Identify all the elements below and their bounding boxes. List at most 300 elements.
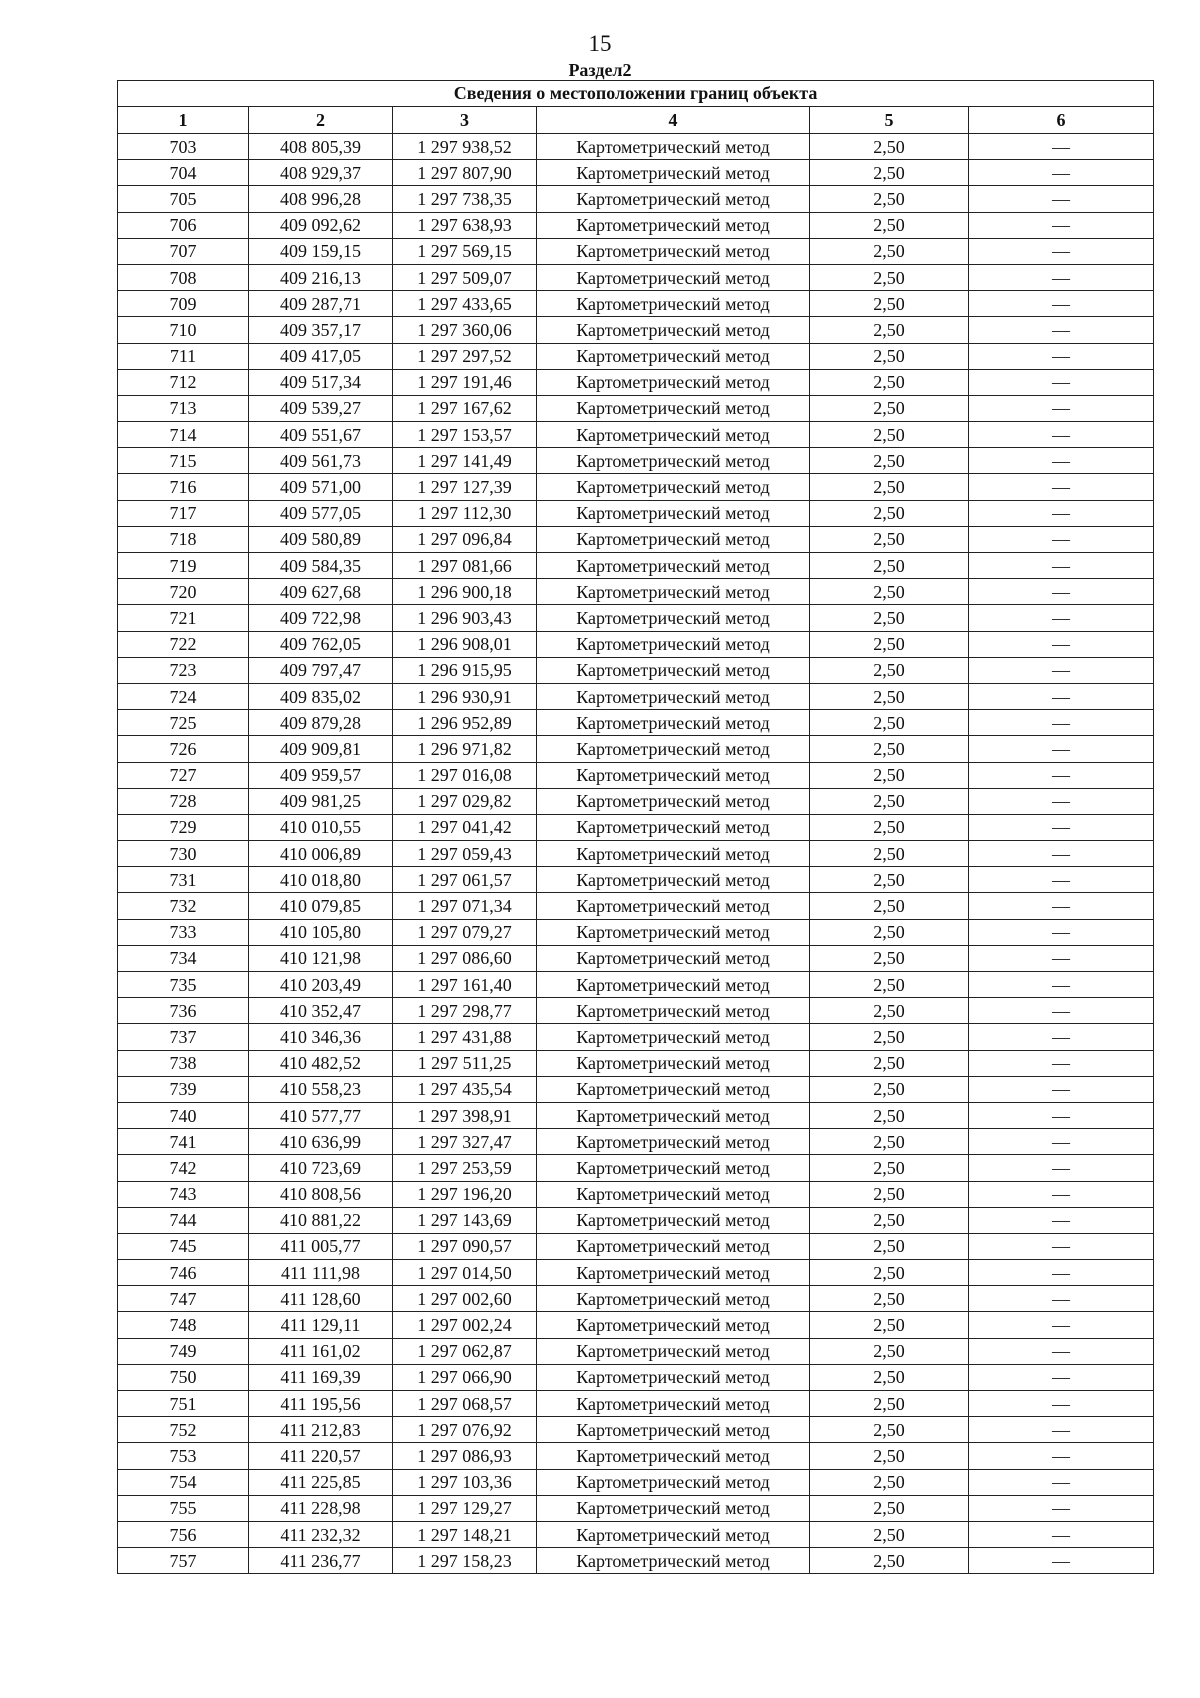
description-cell: — (969, 788, 1154, 814)
method-cell: Картометрический метод (537, 867, 810, 893)
method-cell: Картометрический метод (537, 1050, 810, 1076)
table-row (118, 1495, 1154, 1521)
table-row (118, 657, 1154, 683)
accuracy-cell: 2,50 (810, 553, 969, 579)
table-row (118, 1102, 1154, 1128)
table-row (118, 1076, 1154, 1102)
accuracy-cell: 2,50 (810, 919, 969, 945)
table-row (118, 317, 1154, 343)
point-number-cell: 722 (118, 631, 249, 657)
description-cell: — (969, 631, 1154, 657)
description-cell: — (969, 526, 1154, 552)
point-number-cell: 754 (118, 1469, 249, 1495)
point-number-cell: 705 (118, 186, 249, 212)
description-cell: — (969, 710, 1154, 736)
x-coordinate-cell: 409 159,15 (249, 238, 393, 264)
point-number-cell: 720 (118, 579, 249, 605)
y-coordinate-cell: 1 297 161,40 (393, 972, 537, 998)
accuracy-cell: 2,50 (810, 1338, 969, 1364)
point-number-cell: 753 (118, 1443, 249, 1469)
y-coordinate-cell: 1 297 167,62 (393, 395, 537, 421)
y-coordinate-cell: 1 297 148,21 (393, 1521, 537, 1547)
y-coordinate-cell: 1 297 569,15 (393, 238, 537, 264)
y-coordinate-cell: 1 296 971,82 (393, 736, 537, 762)
point-number-cell: 743 (118, 1181, 249, 1207)
point-number-cell: 732 (118, 893, 249, 919)
table-row (118, 212, 1154, 238)
x-coordinate-cell: 411 236,77 (249, 1548, 393, 1574)
description-cell: — (969, 500, 1154, 526)
description-cell: — (969, 160, 1154, 186)
table-row (118, 605, 1154, 631)
y-coordinate-cell: 1 297 327,47 (393, 1129, 537, 1155)
y-coordinate-cell: 1 297 433,65 (393, 291, 537, 317)
description-cell: — (969, 1391, 1154, 1417)
x-coordinate-cell: 411 195,56 (249, 1391, 393, 1417)
description-cell: — (969, 814, 1154, 840)
description-cell: — (969, 1233, 1154, 1259)
accuracy-cell: 2,50 (810, 1521, 969, 1547)
table-caption: Сведения о местоположении границ объекта (118, 81, 1154, 107)
y-coordinate-cell: 1 297 086,93 (393, 1443, 537, 1469)
method-cell: Картометрический метод (537, 710, 810, 736)
accuracy-cell: 2,50 (810, 474, 969, 500)
table-row (118, 1548, 1154, 1574)
point-number-cell: 731 (118, 867, 249, 893)
point-number-cell: 749 (118, 1338, 249, 1364)
x-coordinate-cell: 411 169,39 (249, 1364, 393, 1390)
accuracy-cell: 2,50 (810, 631, 969, 657)
table-row (118, 343, 1154, 369)
point-number-cell: 704 (118, 160, 249, 186)
table-row (118, 1312, 1154, 1338)
point-number-cell: 735 (118, 972, 249, 998)
accuracy-cell: 2,50 (810, 212, 969, 238)
table-row (118, 1286, 1154, 1312)
x-coordinate-cell: 409 577,05 (249, 500, 393, 526)
y-coordinate-cell: 1 297 112,30 (393, 500, 537, 526)
table-body (118, 134, 1154, 1574)
y-coordinate-cell: 1 297 143,69 (393, 1207, 537, 1233)
description-cell: — (969, 1286, 1154, 1312)
point-number-cell: 710 (118, 317, 249, 343)
description-cell: — (969, 1521, 1154, 1547)
point-number-cell: 757 (118, 1548, 249, 1574)
description-cell: — (969, 919, 1154, 945)
method-cell: Картометрический метод (537, 1417, 810, 1443)
description-cell: — (969, 395, 1154, 421)
table-row (118, 238, 1154, 264)
description-cell: — (969, 657, 1154, 683)
y-coordinate-cell: 1 297 086,60 (393, 945, 537, 971)
x-coordinate-cell: 410 352,47 (249, 998, 393, 1024)
description-cell: — (969, 238, 1154, 264)
accuracy-cell: 2,50 (810, 1129, 969, 1155)
description-cell: — (969, 212, 1154, 238)
y-coordinate-cell: 1 296 908,01 (393, 631, 537, 657)
y-coordinate-cell: 1 296 952,89 (393, 710, 537, 736)
y-coordinate-cell: 1 297 059,43 (393, 841, 537, 867)
description-cell: — (969, 1312, 1154, 1338)
point-number-cell: 741 (118, 1129, 249, 1155)
table-row (118, 788, 1154, 814)
table-row (118, 369, 1154, 395)
accuracy-cell: 2,50 (810, 264, 969, 290)
x-coordinate-cell: 409 287,71 (249, 291, 393, 317)
description-cell: — (969, 1102, 1154, 1128)
point-number-cell: 727 (118, 762, 249, 788)
accuracy-cell: 2,50 (810, 1391, 969, 1417)
accuracy-cell: 2,50 (810, 238, 969, 264)
x-coordinate-cell: 409 580,89 (249, 526, 393, 552)
y-coordinate-cell: 1 297 062,87 (393, 1338, 537, 1364)
description-cell: — (969, 1495, 1154, 1521)
method-cell: Картометрический метод (537, 1286, 810, 1312)
table-row (118, 998, 1154, 1024)
description-cell: — (969, 317, 1154, 343)
point-number-cell: 717 (118, 500, 249, 526)
accuracy-cell: 2,50 (810, 1495, 969, 1521)
point-number-cell: 726 (118, 736, 249, 762)
y-coordinate-cell: 1 297 041,42 (393, 814, 537, 840)
method-cell: Картометрический метод (537, 1312, 810, 1338)
y-coordinate-cell: 1 296 903,43 (393, 605, 537, 631)
y-coordinate-cell: 1 296 930,91 (393, 683, 537, 709)
description-cell: — (969, 1260, 1154, 1286)
description-cell: — (969, 579, 1154, 605)
table-row (118, 1469, 1154, 1495)
method-cell: Картометрический метод (537, 134, 810, 160)
method-cell: Картометрический метод (537, 1129, 810, 1155)
table-row (118, 553, 1154, 579)
table-row (118, 264, 1154, 290)
method-cell: Картометрический метод (537, 814, 810, 840)
point-number-cell: 716 (118, 474, 249, 500)
x-coordinate-cell: 410 010,55 (249, 814, 393, 840)
description-cell: — (969, 683, 1154, 709)
x-coordinate-cell: 411 232,32 (249, 1521, 393, 1547)
accuracy-cell: 2,50 (810, 1364, 969, 1390)
table-row (118, 526, 1154, 552)
accuracy-cell: 2,50 (810, 291, 969, 317)
accuracy-cell: 2,50 (810, 526, 969, 552)
y-coordinate-cell: 1 297 127,39 (393, 474, 537, 500)
x-coordinate-cell: 408 929,37 (249, 160, 393, 186)
accuracy-cell: 2,50 (810, 1286, 969, 1312)
method-cell: Картометрический метод (537, 579, 810, 605)
y-coordinate-cell: 1 297 297,52 (393, 343, 537, 369)
method-cell: Картометрический метод (537, 1207, 810, 1233)
method-cell: Картометрический метод (537, 264, 810, 290)
y-coordinate-cell: 1 297 938,52 (393, 134, 537, 160)
description-cell: — (969, 1024, 1154, 1050)
method-cell: Картометрический метод (537, 1495, 810, 1521)
description-cell: — (969, 998, 1154, 1024)
x-coordinate-cell: 409 627,68 (249, 579, 393, 605)
x-coordinate-cell: 410 203,49 (249, 972, 393, 998)
x-coordinate-cell: 410 346,36 (249, 1024, 393, 1050)
description-cell: — (969, 474, 1154, 500)
y-coordinate-cell: 1 297 129,27 (393, 1495, 537, 1521)
y-coordinate-cell: 1 297 002,60 (393, 1286, 537, 1312)
method-cell: Картометрический метод (537, 893, 810, 919)
method-cell: Картометрический метод (537, 605, 810, 631)
method-cell: Картометрический метод (537, 160, 810, 186)
table-row (118, 736, 1154, 762)
x-coordinate-cell: 409 216,13 (249, 264, 393, 290)
table-row (118, 579, 1154, 605)
method-cell: Картометрический метод (537, 919, 810, 945)
y-coordinate-cell: 1 297 066,90 (393, 1364, 537, 1390)
boundary-coordinates-table (117, 80, 1154, 1574)
table-row (118, 710, 1154, 736)
point-number-cell: 708 (118, 264, 249, 290)
method-cell: Картометрический метод (537, 841, 810, 867)
accuracy-cell: 2,50 (810, 1155, 969, 1181)
accuracy-cell: 2,50 (810, 1050, 969, 1076)
accuracy-cell: 2,50 (810, 448, 969, 474)
y-coordinate-cell: 1 297 079,27 (393, 919, 537, 945)
y-coordinate-cell: 1 297 196,20 (393, 1181, 537, 1207)
x-coordinate-cell: 409 835,02 (249, 683, 393, 709)
x-coordinate-cell: 409 722,98 (249, 605, 393, 631)
y-coordinate-cell: 1 297 076,92 (393, 1417, 537, 1443)
x-coordinate-cell: 411 212,83 (249, 1417, 393, 1443)
y-coordinate-cell: 1 297 360,06 (393, 317, 537, 343)
table-row (118, 1024, 1154, 1050)
method-cell: Картометрический метод (537, 762, 810, 788)
accuracy-cell: 2,50 (810, 1417, 969, 1443)
table-row (118, 500, 1154, 526)
method-cell: Картометрический метод (537, 1521, 810, 1547)
accuracy-cell: 2,50 (810, 1233, 969, 1259)
y-coordinate-cell: 1 297 435,54 (393, 1076, 537, 1102)
x-coordinate-cell: 409 959,57 (249, 762, 393, 788)
point-number-cell: 723 (118, 657, 249, 683)
accuracy-cell: 2,50 (810, 1024, 969, 1050)
x-coordinate-cell: 409 797,47 (249, 657, 393, 683)
x-coordinate-cell: 409 417,05 (249, 343, 393, 369)
table-row (118, 1050, 1154, 1076)
table-row (118, 1129, 1154, 1155)
description-cell: — (969, 1417, 1154, 1443)
y-coordinate-cell: 1 297 016,08 (393, 762, 537, 788)
point-number-cell: 724 (118, 683, 249, 709)
y-coordinate-cell: 1 297 061,57 (393, 867, 537, 893)
accuracy-cell: 2,50 (810, 605, 969, 631)
description-cell: — (969, 1076, 1154, 1102)
method-cell: Картометрический метод (537, 1338, 810, 1364)
description-cell: — (969, 1548, 1154, 1574)
x-coordinate-cell: 410 558,23 (249, 1076, 393, 1102)
x-coordinate-cell: 409 879,28 (249, 710, 393, 736)
method-cell: Картометрический метод (537, 448, 810, 474)
description-cell: — (969, 422, 1154, 448)
accuracy-cell: 2,50 (810, 762, 969, 788)
accuracy-cell: 2,50 (810, 186, 969, 212)
table-row (118, 972, 1154, 998)
description-cell: — (969, 186, 1154, 212)
table-row (118, 448, 1154, 474)
x-coordinate-cell: 411 111,98 (249, 1260, 393, 1286)
description-cell: — (969, 605, 1154, 631)
point-number-cell: 751 (118, 1391, 249, 1417)
y-coordinate-cell: 1 297 298,77 (393, 998, 537, 1024)
point-number-cell: 737 (118, 1024, 249, 1050)
point-number-cell: 706 (118, 212, 249, 238)
accuracy-cell: 2,50 (810, 1312, 969, 1338)
x-coordinate-cell: 408 996,28 (249, 186, 393, 212)
point-number-cell: 719 (118, 553, 249, 579)
description-cell: — (969, 369, 1154, 395)
table-row (118, 1233, 1154, 1259)
y-coordinate-cell: 1 297 081,66 (393, 553, 537, 579)
x-coordinate-cell: 409 762,05 (249, 631, 393, 657)
method-cell: Картометрический метод (537, 526, 810, 552)
accuracy-cell: 2,50 (810, 422, 969, 448)
x-coordinate-cell: 410 482,52 (249, 1050, 393, 1076)
point-number-cell: 742 (118, 1155, 249, 1181)
description-cell: — (969, 343, 1154, 369)
point-number-cell: 718 (118, 526, 249, 552)
y-coordinate-cell: 1 297 014,50 (393, 1260, 537, 1286)
x-coordinate-cell: 410 006,89 (249, 841, 393, 867)
table-row (118, 474, 1154, 500)
page-number: 15 (588, 31, 612, 56)
description-cell: — (969, 1364, 1154, 1390)
method-cell: Картометрический метод (537, 369, 810, 395)
point-number-cell: 721 (118, 605, 249, 631)
description-cell: — (969, 448, 1154, 474)
accuracy-cell: 2,50 (810, 683, 969, 709)
column-header: 1 (118, 107, 249, 134)
table-row (118, 1155, 1154, 1181)
accuracy-cell: 2,50 (810, 1207, 969, 1233)
table-row (118, 683, 1154, 709)
method-cell: Картометрический метод (537, 683, 810, 709)
y-coordinate-cell: 1 297 090,57 (393, 1233, 537, 1259)
point-number-cell: 703 (118, 134, 249, 160)
y-coordinate-cell: 1 297 153,57 (393, 422, 537, 448)
x-coordinate-cell: 409 571,00 (249, 474, 393, 500)
point-number-cell: 756 (118, 1521, 249, 1547)
description-cell: — (969, 841, 1154, 867)
x-coordinate-cell: 409 539,27 (249, 395, 393, 421)
accuracy-cell: 2,50 (810, 867, 969, 893)
x-coordinate-cell: 411 005,77 (249, 1233, 393, 1259)
method-cell: Картометрический метод (537, 500, 810, 526)
y-coordinate-cell: 1 297 431,88 (393, 1024, 537, 1050)
accuracy-cell: 2,50 (810, 945, 969, 971)
table-row (118, 1338, 1154, 1364)
accuracy-cell: 2,50 (810, 579, 969, 605)
table-row (118, 395, 1154, 421)
method-cell: Картометрический метод (537, 212, 810, 238)
x-coordinate-cell: 410 018,80 (249, 867, 393, 893)
method-cell: Картометрический метод (537, 291, 810, 317)
point-number-cell: 707 (118, 238, 249, 264)
description-cell: — (969, 1181, 1154, 1207)
y-coordinate-cell: 1 297 071,34 (393, 893, 537, 919)
y-coordinate-cell: 1 297 103,36 (393, 1469, 537, 1495)
accuracy-cell: 2,50 (810, 788, 969, 814)
point-number-cell: 755 (118, 1495, 249, 1521)
accuracy-cell: 2,50 (810, 317, 969, 343)
accuracy-cell: 2,50 (810, 1076, 969, 1102)
table-row (118, 919, 1154, 945)
description-cell: — (969, 945, 1154, 971)
description-cell: — (969, 1050, 1154, 1076)
point-number-cell: 711 (118, 343, 249, 369)
accuracy-cell: 2,50 (810, 1548, 969, 1574)
table-row (118, 1260, 1154, 1286)
description-cell: — (969, 1155, 1154, 1181)
y-coordinate-cell: 1 297 511,25 (393, 1050, 537, 1076)
table-row (118, 1181, 1154, 1207)
column-header: 4 (537, 107, 810, 134)
x-coordinate-cell: 410 808,56 (249, 1181, 393, 1207)
description-cell: — (969, 291, 1154, 317)
y-coordinate-cell: 1 296 915,95 (393, 657, 537, 683)
table-row (118, 1364, 1154, 1390)
point-number-cell: 752 (118, 1417, 249, 1443)
description-cell: — (969, 972, 1154, 998)
description-cell: — (969, 553, 1154, 579)
method-cell: Картометрический метод (537, 1364, 810, 1390)
method-cell: Картометрический метод (537, 1024, 810, 1050)
x-coordinate-cell: 410 105,80 (249, 919, 393, 945)
description-cell: — (969, 893, 1154, 919)
table-row (118, 134, 1154, 160)
y-coordinate-cell: 1 297 509,07 (393, 264, 537, 290)
y-coordinate-cell: 1 297 191,46 (393, 369, 537, 395)
table-row (118, 841, 1154, 867)
accuracy-cell: 2,50 (810, 736, 969, 762)
accuracy-cell: 2,50 (810, 500, 969, 526)
y-coordinate-cell: 1 297 029,82 (393, 788, 537, 814)
method-cell: Картометрический метод (537, 998, 810, 1024)
method-cell: Картометрический метод (537, 1102, 810, 1128)
accuracy-cell: 2,50 (810, 1443, 969, 1469)
table-row (118, 160, 1154, 186)
method-cell: Картометрический метод (537, 1260, 810, 1286)
y-coordinate-cell: 1 297 002,24 (393, 1312, 537, 1338)
x-coordinate-cell: 409 561,73 (249, 448, 393, 474)
section-title: Раздел2 (568, 60, 632, 80)
x-coordinate-cell: 411 128,60 (249, 1286, 393, 1312)
point-number-cell: 744 (118, 1207, 249, 1233)
accuracy-cell: 2,50 (810, 657, 969, 683)
accuracy-cell: 2,50 (810, 395, 969, 421)
description-cell: — (969, 134, 1154, 160)
table-row (118, 186, 1154, 212)
table-row (118, 1417, 1154, 1443)
table-caption-row (118, 81, 1154, 107)
point-number-cell: 747 (118, 1286, 249, 1312)
accuracy-cell: 2,50 (810, 841, 969, 867)
x-coordinate-cell: 411 228,98 (249, 1495, 393, 1521)
method-cell: Картометрический метод (537, 1548, 810, 1574)
table-row (118, 945, 1154, 971)
x-coordinate-cell: 408 805,39 (249, 134, 393, 160)
accuracy-cell: 2,50 (810, 972, 969, 998)
accuracy-cell: 2,50 (810, 1102, 969, 1128)
x-coordinate-cell: 409 092,62 (249, 212, 393, 238)
x-coordinate-cell: 410 723,69 (249, 1155, 393, 1181)
table-row (118, 814, 1154, 840)
column-header: 2 (249, 107, 393, 134)
accuracy-cell: 2,50 (810, 893, 969, 919)
